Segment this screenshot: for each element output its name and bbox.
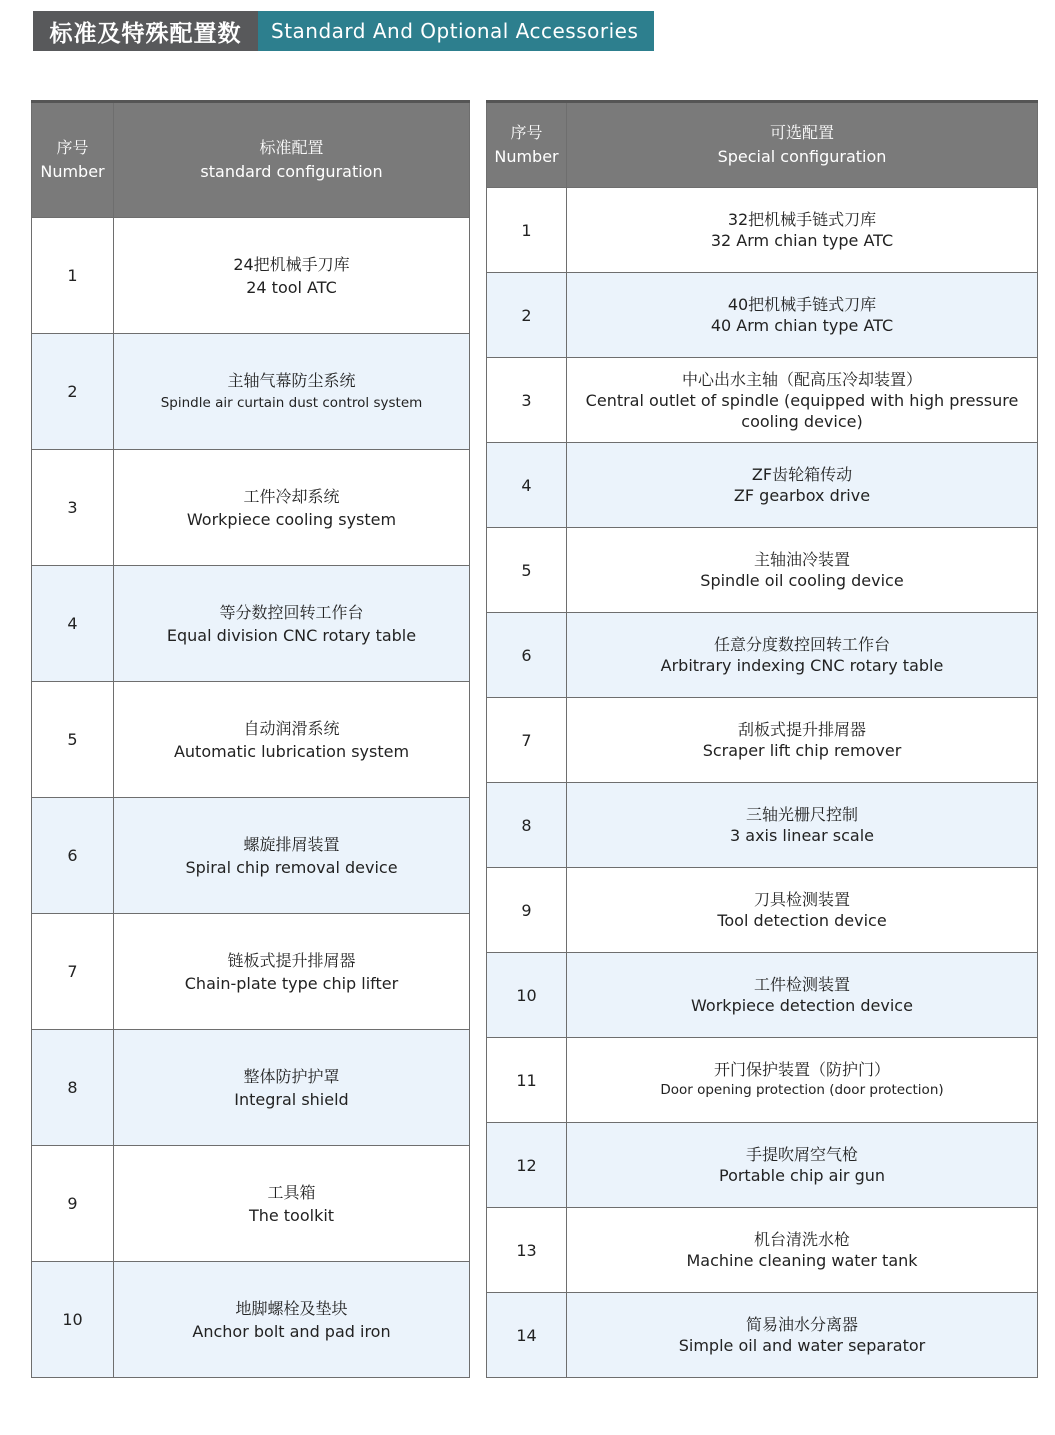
- table-header-row: [487, 102, 1038, 188]
- description-english: Spiral chip removal device: [185, 857, 398, 877]
- row-number: 3: [32, 450, 114, 566]
- description-english: The toolkit: [248, 1205, 335, 1225]
- table-row: [487, 443, 1038, 528]
- row-description: [114, 450, 470, 566]
- row-description: [567, 1208, 1038, 1293]
- row-description: [567, 528, 1038, 613]
- description-english: Anchor bolt and pad iron: [192, 1321, 391, 1341]
- table-row: [487, 1293, 1038, 1378]
- row-number: 1: [32, 218, 114, 334]
- row-description: [114, 566, 470, 682]
- number-column-header: 序号 Number: [32, 102, 114, 218]
- description-english: Arbitrary indexing CNC rotary table: [660, 656, 944, 675]
- description-chinese: 开门保护装置（防护门）: [713, 1060, 890, 1079]
- description-english: Spindle oil cooling device: [700, 571, 904, 590]
- table-row: [487, 528, 1038, 613]
- row-description: [114, 1030, 470, 1146]
- row-description: [567, 953, 1038, 1038]
- table-row: [32, 218, 470, 334]
- description-english: Machine cleaning water tank: [686, 1251, 918, 1270]
- table-row: [487, 783, 1038, 868]
- configuration-column-header: 标准配置 standard configuration: [114, 102, 470, 218]
- table-row: [487, 273, 1038, 358]
- description-chinese: 简易油水分离器: [745, 1315, 858, 1334]
- row-description: [567, 698, 1038, 783]
- row-description: [114, 1262, 470, 1378]
- description-chinese: 32把机械手链式刀库: [727, 210, 877, 229]
- table-row: [32, 798, 470, 914]
- row-number: 8: [32, 1030, 114, 1146]
- table-row: [32, 1030, 470, 1146]
- description-english: 40 Arm chian type ATC: [710, 316, 894, 335]
- description-chinese: 链板式提升排屑器: [227, 950, 356, 970]
- row-description: [567, 443, 1038, 528]
- description-chinese: 工件检测装置: [753, 975, 850, 994]
- description-chinese: 任意分度数控回转工作台: [713, 635, 890, 654]
- row-description: [567, 783, 1038, 868]
- table-row: [32, 566, 470, 682]
- description-chinese: 螺旋排屑装置: [243, 834, 340, 854]
- description-chinese: 工件冷却系统: [243, 486, 340, 506]
- row-description: [567, 273, 1038, 358]
- row-number: 4: [487, 443, 567, 528]
- standard-configuration-table: [31, 100, 470, 1378]
- table-row: [487, 1038, 1038, 1123]
- row-description: [567, 613, 1038, 698]
- row-number: 5: [32, 682, 114, 798]
- row-description: [567, 868, 1038, 953]
- description-english: 32 Arm chian type ATC: [710, 231, 894, 250]
- table-row: [32, 682, 470, 798]
- description-english: Simple oil and water separator: [678, 1336, 926, 1355]
- configuration-column-header: 可选配置 Special configuration: [567, 102, 1038, 188]
- description-english: Workpiece cooling system: [186, 509, 397, 529]
- row-number: 9: [487, 868, 567, 953]
- row-number: 6: [487, 613, 567, 698]
- description-chinese: 中心出水主轴（配高压冷却装置）: [681, 369, 922, 389]
- row-description: [114, 334, 470, 450]
- table-row: [487, 1123, 1038, 1208]
- row-number: 2: [32, 334, 114, 450]
- description-chinese: 等分数控回转工作台: [219, 602, 364, 622]
- row-number: 7: [487, 698, 567, 783]
- description-english: Automatic lubrication system: [173, 741, 410, 761]
- row-number: 12: [487, 1123, 567, 1208]
- table-row: [487, 613, 1038, 698]
- row-description: [567, 358, 1038, 443]
- description-english: Integral shield: [234, 1089, 349, 1109]
- description-chinese: 24把机械手刀库: [233, 254, 350, 274]
- description-chinese: 三轴光栅尺控制: [745, 805, 858, 824]
- table-row: [487, 868, 1038, 953]
- row-number: 10: [32, 1262, 114, 1378]
- row-description: [114, 218, 470, 334]
- table-row: [32, 1262, 470, 1378]
- row-description: [567, 1123, 1038, 1208]
- row-number: 2: [487, 273, 567, 358]
- description-chinese: 整体防护护罩: [243, 1066, 340, 1086]
- description-chinese: 手提吹屑空气枪: [745, 1145, 858, 1164]
- row-description: [114, 1146, 470, 1262]
- table-row: [32, 1146, 470, 1262]
- row-number: 8: [487, 783, 567, 868]
- table-row: [32, 914, 470, 1030]
- title-chinese: 标准及特殊配置数: [33, 11, 258, 51]
- row-number: 4: [32, 566, 114, 682]
- title-english: Standard And Optional Accessories: [258, 11, 654, 51]
- row-description: [114, 798, 470, 914]
- table-row: [487, 188, 1038, 273]
- description-english: Portable chip air gun: [718, 1166, 886, 1185]
- description-english: Chain-plate type chip lifter: [184, 973, 399, 993]
- table-row: [32, 450, 470, 566]
- table-row: [487, 953, 1038, 1038]
- row-description: [114, 914, 470, 1030]
- description-english: Central outlet of spindle (equipped with high pressure cooling device): [585, 390, 1019, 431]
- table-row: [487, 358, 1038, 443]
- description-chinese: ZF齿轮箱传动: [751, 465, 853, 484]
- table-row: [487, 698, 1038, 783]
- description-english: Workpiece detection device: [691, 996, 913, 1015]
- special-configuration-table: [486, 100, 1038, 1378]
- row-number: 14: [487, 1293, 567, 1378]
- description-english: ZF gearbox drive: [733, 486, 871, 505]
- row-number: 1: [487, 188, 567, 273]
- row-number: 6: [32, 798, 114, 914]
- row-number: 7: [32, 914, 114, 1030]
- description-english: 3 axis linear scale: [730, 826, 874, 845]
- description-english: Equal division CNC rotary table: [166, 625, 417, 645]
- table-row: [487, 1208, 1038, 1293]
- description-chinese: 工具箱: [267, 1182, 316, 1202]
- row-description: [567, 188, 1038, 273]
- row-number: 5: [487, 528, 567, 613]
- description-english: Tool detection device: [717, 911, 887, 930]
- description-english: Scraper lift chip remover: [702, 741, 902, 760]
- row-description: [114, 682, 470, 798]
- description-chinese: 自动润滑系统: [243, 718, 340, 738]
- description-chinese: 地脚螺栓及垫块: [235, 1298, 348, 1318]
- description-english: 24 tool ATC: [246, 277, 337, 297]
- description-chinese: 刀具检测装置: [753, 890, 850, 909]
- description-chinese: 主轴油冷装置: [753, 550, 850, 569]
- description-english: Door opening protection (door protection): [660, 1082, 944, 1098]
- row-description: [567, 1038, 1038, 1123]
- description-chinese: 40把机械手链式刀库: [727, 295, 877, 314]
- row-number: 11: [487, 1038, 567, 1123]
- description-chinese: 机台清洗水枪: [753, 1230, 850, 1249]
- description-chinese: 刮板式提升排屑器: [737, 720, 866, 739]
- row-number: 13: [487, 1208, 567, 1293]
- number-column-header: 序号 Number: [487, 102, 567, 188]
- row-number: 10: [487, 953, 567, 1038]
- table-header-row: [32, 102, 470, 218]
- row-number: 9: [32, 1146, 114, 1262]
- row-number: 3: [487, 358, 567, 443]
- description-english: Spindle air curtain dust control system: [160, 394, 423, 411]
- section-title: [33, 11, 654, 51]
- description-chinese: 主轴气幕防尘系统: [227, 370, 356, 390]
- table-row: [32, 334, 470, 450]
- row-description: [567, 1293, 1038, 1378]
